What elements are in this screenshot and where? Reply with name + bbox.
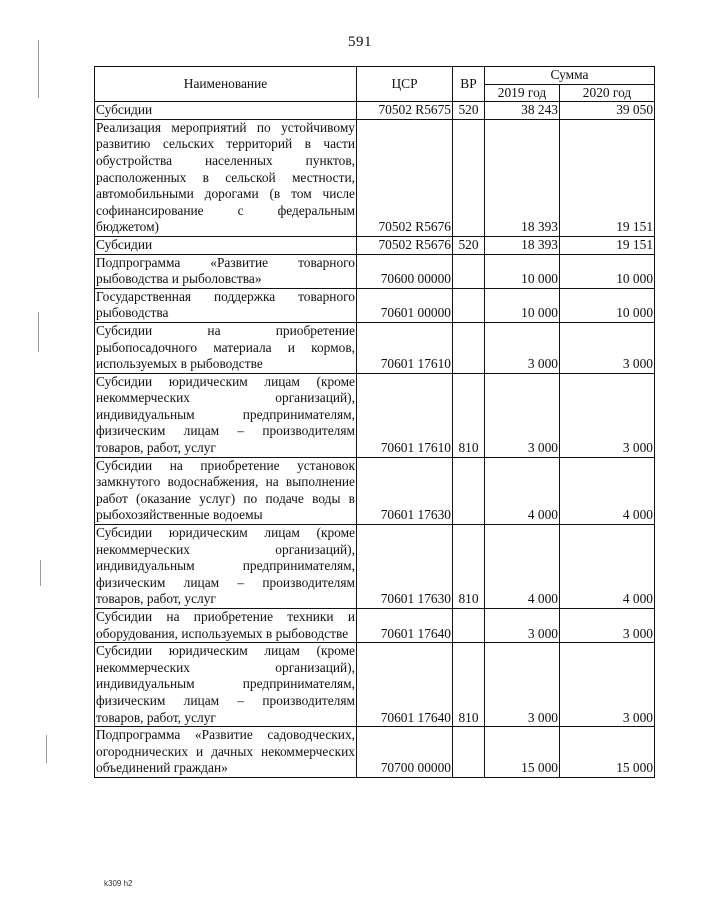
header-csr: ЦСР	[357, 67, 453, 102]
row-csr-cell: 70601 17630	[357, 457, 453, 524]
row-2019-cell: 10 000	[485, 254, 560, 288]
row-csr-cell: 70600 00000	[357, 254, 453, 288]
row-2020-cell: 4 000	[560, 525, 655, 609]
row-2020-cell: 3 000	[560, 322, 655, 373]
budget-table	[94, 66, 655, 778]
row-name-cell: Субсидии на приобретение рыбопосадочного материала и кормов, используемых в рыбоводстве	[95, 322, 357, 373]
row-vr-cell	[453, 609, 485, 643]
row-2019-cell: 10 000	[485, 288, 560, 322]
row-2020-cell: 10 000	[560, 288, 655, 322]
row-vr-cell: 520	[453, 236, 485, 254]
row-vr-cell: 520	[453, 102, 485, 120]
row-name-cell: Субсидии на приобретение установок замкнутого водоснабжения, на выполнение работ (оказание услуг) по подаче воды в рыбохозяйственные водоемы	[95, 457, 357, 524]
margin-scan-mark	[38, 312, 39, 352]
row-csr-cell: 70601 00000	[357, 288, 453, 322]
margin-scan-mark	[38, 40, 39, 98]
header-year-2020: 2020 год	[560, 84, 655, 102]
table-row	[95, 643, 655, 727]
page-number: 591	[348, 34, 372, 50]
header-vr: ВР	[453, 67, 485, 102]
row-2020-cell: 19 151	[560, 236, 655, 254]
table-row	[95, 254, 655, 288]
row-vr-cell: 810	[453, 643, 485, 727]
row-name-cell: Субсидии юридическим лицам (кроме некоммерческих организаций), индивидуальным предпринимателям, физическим лицам – производителям товаров, работ, услуг	[95, 643, 357, 727]
header-year-2019: 2019 год	[485, 84, 560, 102]
table-row	[95, 322, 655, 373]
row-csr-cell: 70601 17610	[357, 322, 453, 373]
row-csr-cell: 70601 17630	[357, 525, 453, 609]
row-2020-cell: 3 000	[560, 643, 655, 727]
row-vr-cell	[453, 288, 485, 322]
table-row	[95, 102, 655, 120]
row-2019-cell: 18 393	[485, 119, 560, 236]
row-vr-cell	[453, 457, 485, 524]
table-row	[95, 119, 655, 236]
row-2020-cell: 3 000	[560, 373, 655, 457]
header-name: Наименование	[95, 67, 357, 102]
row-vr-cell	[453, 322, 485, 373]
row-csr-cell: 70700 00000	[357, 727, 453, 778]
margin-scan-mark	[40, 560, 41, 586]
row-2020-cell: 19 151	[560, 119, 655, 236]
row-2020-cell: 39 050	[560, 102, 655, 120]
row-2019-cell: 4 000	[485, 525, 560, 609]
row-2020-cell: 3 000	[560, 609, 655, 643]
table-row	[95, 525, 655, 609]
table-row	[95, 727, 655, 778]
row-name-cell: Реализация мероприятий по устойчивому развитию сельских территорий в части обустройства населенных пунктов, расположенных в сельской местности, автомобильными дорогами (в том числе софинансирование с федеральным бюджетом)	[95, 119, 357, 236]
row-2019-cell: 18 393	[485, 236, 560, 254]
row-vr-cell	[453, 119, 485, 236]
row-2020-cell: 10 000	[560, 254, 655, 288]
row-name-cell: Субсидии юридическим лицам (кроме некоммерческих организаций), индивидуальным предпринимателям, физическим лицам – производителям товаров, работ, услуг	[95, 525, 357, 609]
row-name-cell: Субсидии	[95, 236, 357, 254]
row-csr-cell: 70502 R5676	[357, 236, 453, 254]
margin-scan-mark	[46, 735, 47, 763]
row-2019-cell: 15 000	[485, 727, 560, 778]
row-csr-cell: 70502 R5675	[357, 102, 453, 120]
row-2019-cell: 3 000	[485, 609, 560, 643]
row-vr-cell	[453, 254, 485, 288]
row-2019-cell: 3 000	[485, 322, 560, 373]
footer-code: k309 h2	[104, 879, 133, 888]
row-2019-cell: 3 000	[485, 373, 560, 457]
row-csr-cell: 70502 R5676	[357, 119, 453, 236]
row-2019-cell: 4 000	[485, 457, 560, 524]
row-csr-cell: 70601 17640	[357, 643, 453, 727]
row-csr-cell: 70601 17640	[357, 609, 453, 643]
row-name-cell: Субсидии юридическим лицам (кроме некоммерческих организаций), индивидуальным предпринимателям, физическим лицам – производителям товаров, работ, услуг	[95, 373, 357, 457]
row-vr-cell	[453, 727, 485, 778]
header-sum: Сумма	[485, 67, 655, 85]
table-row	[95, 288, 655, 322]
row-vr-cell: 810	[453, 373, 485, 457]
table-row	[95, 609, 655, 643]
row-name-cell: Субсидии на приобретение техники и оборудования, используемых в рыбоводстве	[95, 609, 357, 643]
row-2019-cell: 38 243	[485, 102, 560, 120]
row-2020-cell: 15 000	[560, 727, 655, 778]
table-row	[95, 373, 655, 457]
row-csr-cell: 70601 17610	[357, 373, 453, 457]
row-2020-cell: 4 000	[560, 457, 655, 524]
table-row	[95, 457, 655, 524]
row-name-cell: Подпрограмма «Развитие товарного рыбоводства и рыболовства»	[95, 254, 357, 288]
row-name-cell: Государственная поддержка товарного рыбоводства	[95, 288, 357, 322]
row-2019-cell: 3 000	[485, 643, 560, 727]
table-row	[95, 236, 655, 254]
row-name-cell: Подпрограмма «Развитие садоводческих, огороднических и дачных некоммерческих объединений граждан»	[95, 727, 357, 778]
row-name-cell: Субсидии	[95, 102, 357, 120]
row-vr-cell: 810	[453, 525, 485, 609]
